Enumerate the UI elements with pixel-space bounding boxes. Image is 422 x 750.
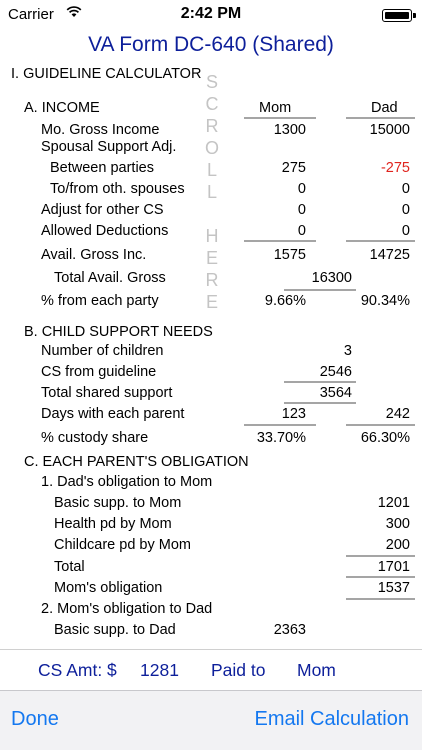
carrier-label: Carrier [8, 6, 54, 23]
other-spouses-label: To/from oth. spouses [50, 181, 185, 197]
page-title: VA Form DC-640 (Shared) [88, 33, 334, 56]
days-underline-mom [244, 424, 316, 426]
shared-support-label: Total shared support [41, 385, 173, 401]
subtotal-line-dad [346, 240, 415, 242]
childcare-mom-field[interactable]: 200 [385, 537, 410, 553]
moms-obligation-label: Mom's obligation [54, 580, 163, 596]
calculator-scroll-view[interactable] [0, 62, 422, 649]
column-header-mom: Mom [259, 100, 292, 116]
spousal-support-label: Spousal Support Adj. [41, 139, 177, 155]
children-field[interactable]: 3 [343, 343, 352, 359]
total-obl-underline [346, 576, 415, 578]
custody-share-label: % custody share [41, 430, 149, 446]
paid-to-label: Paid to [211, 660, 266, 680]
needs-heading: B. CHILD SUPPORT NEEDS [24, 324, 213, 340]
dad-obligation-heading: 1. Dad's obligation to Mom [41, 474, 213, 490]
health-mom-field[interactable]: 300 [385, 516, 410, 532]
moms-obligation-underline [346, 598, 415, 600]
total-underline [284, 289, 356, 291]
moms-obligation-value: 1537 [377, 580, 410, 596]
days-dad-field[interactable]: 242 [385, 406, 410, 422]
shared-support-value: 3564 [319, 385, 352, 401]
custody-dad-value: 66.30% [360, 430, 410, 446]
column-underline-dad [346, 117, 415, 119]
health-mom-label: Health pd by Mom [54, 516, 172, 532]
childcare-mom-label: Childcare pd by Mom [54, 537, 191, 553]
basic-supp-mom-value: 1201 [377, 495, 410, 511]
basic-supp-dad-label: Basic supp. to Dad [54, 622, 176, 638]
cs-guideline-value: 2546 [319, 364, 352, 380]
cs-amount-value: 1281 [140, 660, 179, 680]
status-bar [0, 0, 422, 30]
adjust-other-cs-mom-field[interactable]: 0 [297, 202, 306, 218]
days-mom-field[interactable]: 123 [281, 406, 306, 422]
done-button[interactable]: Done [11, 708, 59, 730]
scroll-hint: S C R O L L H E R E [204, 72, 219, 312]
gross-income-label: Mo. Gross Income [41, 122, 160, 138]
other-spouses-dad-field[interactable]: 0 [401, 181, 410, 197]
allowed-deductions-dad-field[interactable]: 0 [401, 223, 410, 239]
between-parties-label: Between parties [50, 160, 154, 176]
days-label: Days with each parent [41, 406, 185, 422]
pct-dad-value: 90.34% [360, 293, 410, 309]
total-avail-gross-value: 16300 [311, 270, 352, 286]
gross-income-dad-field[interactable]: 15000 [369, 122, 410, 138]
cs-guideline-underline [284, 381, 356, 383]
avail-gross-dad-value: 14725 [369, 247, 410, 263]
cs-guideline-label: CS from guideline [41, 364, 157, 380]
column-header-dad: Dad [371, 100, 398, 116]
other-spouses-mom-field[interactable]: 0 [297, 181, 306, 197]
clock: 2:42 PM [180, 5, 242, 22]
pct-each-party-label: % from each party [41, 293, 159, 309]
section-heading: I. GUIDELINE CALCULATOR [11, 66, 202, 82]
battery-icon [382, 9, 412, 22]
total-avail-gross-label: Total Avail. Gross [54, 270, 166, 286]
allowed-deductions-mom-field[interactable]: 0 [297, 223, 306, 239]
shared-support-underline [284, 402, 356, 404]
avail-gross-label: Avail. Gross Inc. [41, 247, 147, 263]
avail-gross-mom-value: 1575 [273, 247, 306, 263]
custody-mom-value: 33.70% [256, 430, 306, 446]
total-label: Total [54, 559, 85, 575]
cs-amount-bar [0, 650, 422, 690]
days-underline-dad [346, 424, 415, 426]
pct-mom-value: 9.66% [264, 293, 306, 309]
mom-obligation-heading: 2. Mom's obligation to Dad [41, 601, 213, 617]
total-value: 1701 [377, 559, 410, 575]
obligation-heading: C. EACH PARENT'S OBLIGATION [24, 454, 249, 470]
adjust-other-cs-label: Adjust for other CS [41, 202, 164, 218]
column-underline-mom [244, 117, 316, 119]
paid-to-value: Mom [297, 660, 336, 680]
children-label: Number of children [41, 343, 164, 359]
bottom-toolbar [0, 690, 422, 750]
adjust-other-cs-dad-field[interactable]: 0 [401, 202, 410, 218]
basic-supp-mom-label: Basic supp. to Mom [54, 495, 182, 511]
email-calculation-button[interactable]: Email Calculation [254, 708, 409, 730]
gross-income-mom-field[interactable]: 1300 [273, 122, 306, 138]
childcare-underline [346, 555, 415, 557]
subtotal-line-mom [244, 240, 316, 242]
allowed-deductions-label: Allowed Deductions [41, 223, 169, 239]
cs-amount-label: CS Amt: $ [38, 660, 117, 680]
between-parties-mom-field[interactable]: 275 [281, 160, 306, 176]
income-heading: A. INCOME [24, 100, 100, 116]
basic-supp-dad-value: 2363 [273, 622, 306, 638]
between-parties-dad-value: -275 [380, 160, 410, 176]
